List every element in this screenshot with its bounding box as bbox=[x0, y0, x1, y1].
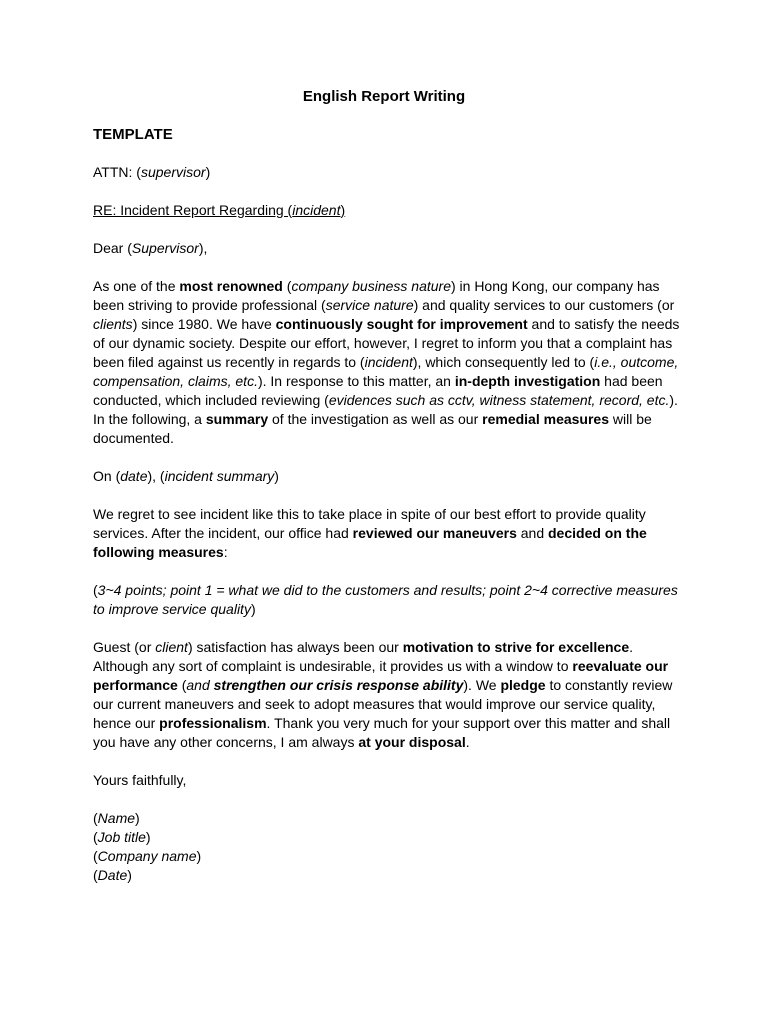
re-suffix: ) bbox=[340, 202, 346, 218]
para2-run: date bbox=[120, 468, 148, 484]
para1-run: will be documented. bbox=[93, 411, 652, 446]
para5-run: . Thank you very much for your support over this matter and shall you have any other concerns, I am always bbox=[93, 715, 671, 750]
para3-run: : bbox=[223, 544, 228, 560]
para5-run: reevaluate our performance bbox=[93, 658, 669, 693]
para1-run: ) in Hong Kong, our company has been striving to provide professional ( bbox=[93, 278, 660, 313]
para1-run: evidences such as cctv, witness statement, record, etc. bbox=[328, 392, 670, 408]
salutation bbox=[93, 239, 683, 258]
para1-run: As one of the bbox=[93, 278, 180, 294]
signature-name: (Name) bbox=[93, 810, 140, 826]
para5-run: pledge bbox=[500, 677, 546, 693]
para1-run: of the investigation as well as our bbox=[268, 411, 483, 427]
para3-run: We regret to see incident like this to take place in spite of our best effort to provide quality services. After the incident, our office had bbox=[93, 506, 646, 541]
para2-run: ), ( bbox=[147, 468, 165, 484]
para1-run: in-depth investigation bbox=[454, 373, 601, 389]
para1-run: remedial measures bbox=[482, 411, 609, 427]
closing-line: Yours faithfully, bbox=[93, 772, 187, 788]
para5-run: ). We bbox=[463, 677, 501, 693]
para1-run: ), which consequently led to ( bbox=[412, 354, 595, 370]
salutation-prefix: Dear ( bbox=[93, 240, 132, 256]
para3-run: and bbox=[516, 525, 548, 541]
para4-run: ) bbox=[250, 601, 256, 617]
para5-run: . Although any sort of complaint is undesirable, it provides us with a window to bbox=[93, 639, 634, 674]
document-body bbox=[93, 125, 683, 885]
para1-run: clients bbox=[93, 316, 133, 332]
attn-line bbox=[93, 163, 683, 182]
para1-run: and to satisfy the needs of our dynamic society. Despite our effort, however, I regret to inform you that a complaint has been filed against us recently in regards to ( bbox=[93, 316, 680, 370]
points-paragraph bbox=[93, 581, 683, 619]
para5-run: to constantly review our current maneuvers and seek to adopt measures that would improve our service quality, hence our bbox=[93, 677, 673, 731]
para1-run: had been conducted, which included reviewing ( bbox=[93, 373, 663, 408]
re-prefix: RE: Incident Report Regarding ( bbox=[93, 202, 293, 218]
para1-run: service nature bbox=[325, 297, 414, 313]
para1-run: incident bbox=[364, 354, 413, 370]
para1-run: most renowned bbox=[179, 278, 283, 294]
signature-company-name: (Company name) bbox=[93, 848, 202, 864]
attn-placeholder: supervisor bbox=[140, 164, 206, 180]
para1-run: continuously sought for improvement bbox=[275, 316, 528, 332]
para1-run: summary bbox=[205, 411, 269, 427]
para5-run: professionalism bbox=[159, 715, 267, 731]
salutation-suffix: ), bbox=[198, 240, 208, 256]
para5-run: and bbox=[186, 677, 214, 693]
para1-run: ). In the following, a bbox=[93, 392, 678, 427]
signature-block bbox=[93, 809, 683, 885]
para5-run: ) satisfaction has always been our bbox=[187, 639, 403, 655]
para1-run: ). In response to this matter, an bbox=[257, 373, 455, 389]
para5-run: at your disposal bbox=[358, 734, 466, 750]
para5-run: client bbox=[155, 639, 188, 655]
document-title: English Report Writing bbox=[302, 88, 466, 105]
para4-run: 3~4 points; point 1 = what we did to the customers and results; point 2~4 corrective measures to improve service quality bbox=[93, 582, 678, 617]
para5-run: motivation to strive for excellence bbox=[402, 639, 630, 655]
para5-run: . bbox=[465, 734, 470, 750]
para1-run: ( bbox=[282, 278, 292, 294]
para5-run: ( bbox=[177, 677, 187, 693]
para4-run: ( bbox=[93, 582, 98, 598]
para1-run: ) since 1980. We have bbox=[132, 316, 276, 332]
signature-job-title: (Job title) bbox=[93, 829, 151, 845]
re-placeholder: incident bbox=[292, 202, 341, 218]
salutation-placeholder: Supervisor bbox=[131, 240, 199, 256]
para2-run: ) bbox=[274, 468, 279, 484]
para5-run: Guest (or bbox=[93, 639, 156, 655]
conclusion-paragraph bbox=[93, 638, 683, 752]
template-heading: TEMPLATE bbox=[93, 126, 173, 143]
measures-paragraph bbox=[93, 505, 683, 562]
incident-paragraph bbox=[93, 467, 683, 486]
para5-run: strengthen our crisis response ability bbox=[213, 677, 464, 693]
para1-run: i.e., outcome, compensation, claims, etc. bbox=[93, 354, 679, 389]
para3-run: decided on the following measures bbox=[93, 525, 647, 560]
attn-prefix: ATTN: ( bbox=[93, 164, 141, 180]
intro-paragraph bbox=[93, 277, 683, 448]
para2-run: incident summary bbox=[164, 468, 275, 484]
signature-date: (Date) bbox=[93, 867, 132, 883]
re-line bbox=[93, 201, 683, 220]
para2-run: On ( bbox=[93, 468, 121, 484]
para3-run: reviewed our maneuvers bbox=[352, 525, 517, 541]
para1-run: company business nature bbox=[291, 278, 451, 294]
attn-suffix: ) bbox=[205, 164, 211, 180]
para1-run: ) and quality services to our customers (or bbox=[413, 297, 675, 313]
